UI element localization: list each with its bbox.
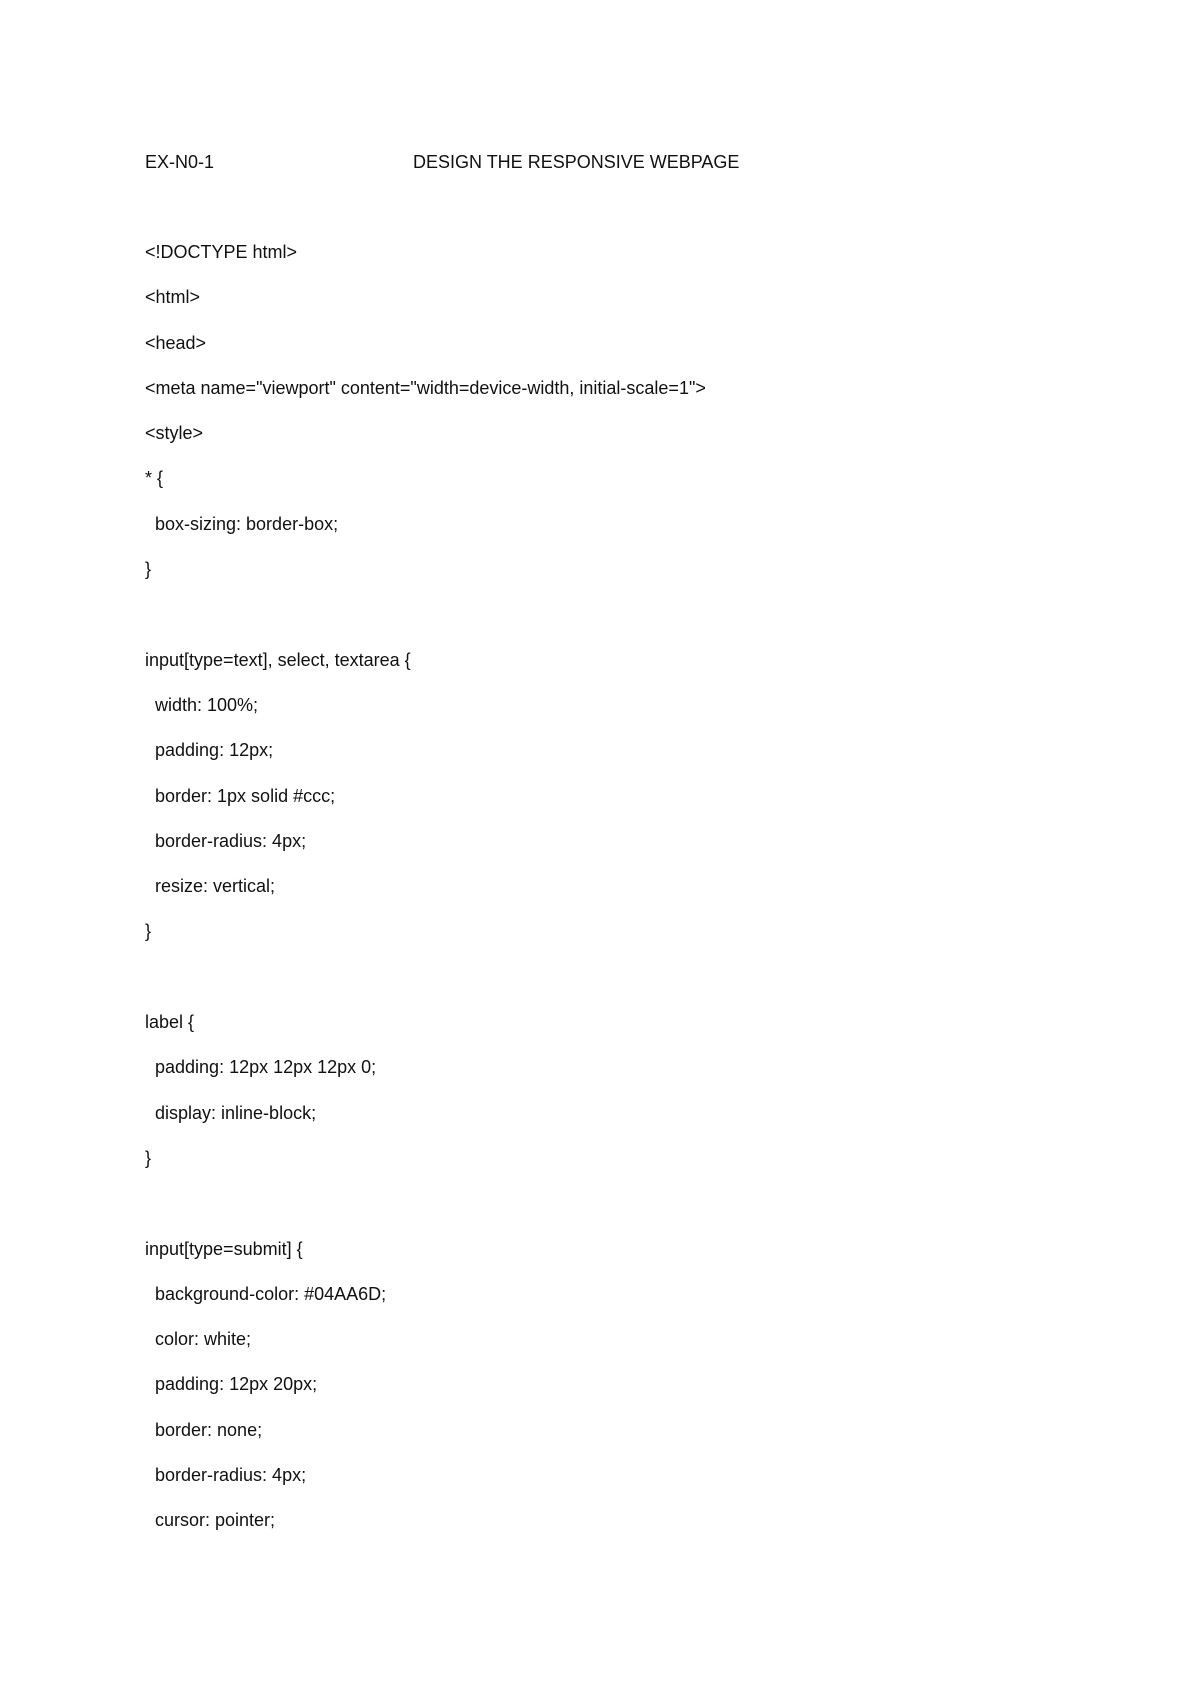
document-header (145, 150, 1045, 174)
code-line: <html> (145, 287, 201, 308)
code-line: width: 100%; (155, 694, 259, 715)
code-line: label { (145, 1012, 195, 1033)
code-line: input[type=text], select, textarea { (145, 649, 411, 670)
code-line: border-radius: 4px; (155, 830, 307, 851)
exercise-number: EX-N0-1 (145, 152, 215, 172)
code-line: background-color: #04AA6D; (155, 1283, 387, 1304)
blank-line (145, 965, 1045, 1010)
code-listing (145, 240, 1045, 1554)
code-line: <style> (145, 423, 204, 444)
code-line: <!DOCTYPE html> (145, 242, 298, 262)
code-line: <meta name="viewport" content="width=device-width, initial-scale=1"> (145, 377, 706, 398)
code-line: } (145, 1147, 152, 1168)
code-line: } (145, 921, 152, 942)
code-line: } (145, 559, 152, 580)
code-line: box-sizing: border-box; (155, 513, 339, 534)
code-line: resize: vertical; (155, 876, 276, 897)
code-line: color: white; (155, 1329, 252, 1350)
blank-line (145, 1191, 1045, 1236)
code-line: padding: 12px 20px; (155, 1374, 318, 1395)
blank-line (145, 602, 1045, 647)
code-line: cursor: pointer; (155, 1510, 276, 1531)
code-line: display: inline-block; (155, 1102, 317, 1123)
code-line: <head> (145, 332, 207, 353)
code-line: padding: 12px 12px 12px 0; (155, 1057, 377, 1078)
exercise-title: DESIGN THE RESPONSIVE WEBPAGE (413, 152, 740, 172)
code-line: border: none; (155, 1419, 263, 1440)
code-line: * { (145, 468, 164, 489)
code-line: border: 1px solid #ccc; (155, 785, 336, 806)
code-line: padding: 12px; (155, 740, 274, 761)
code-line: border-radius: 4px; (155, 1465, 307, 1486)
code-line: input[type=submit] { (145, 1238, 303, 1259)
